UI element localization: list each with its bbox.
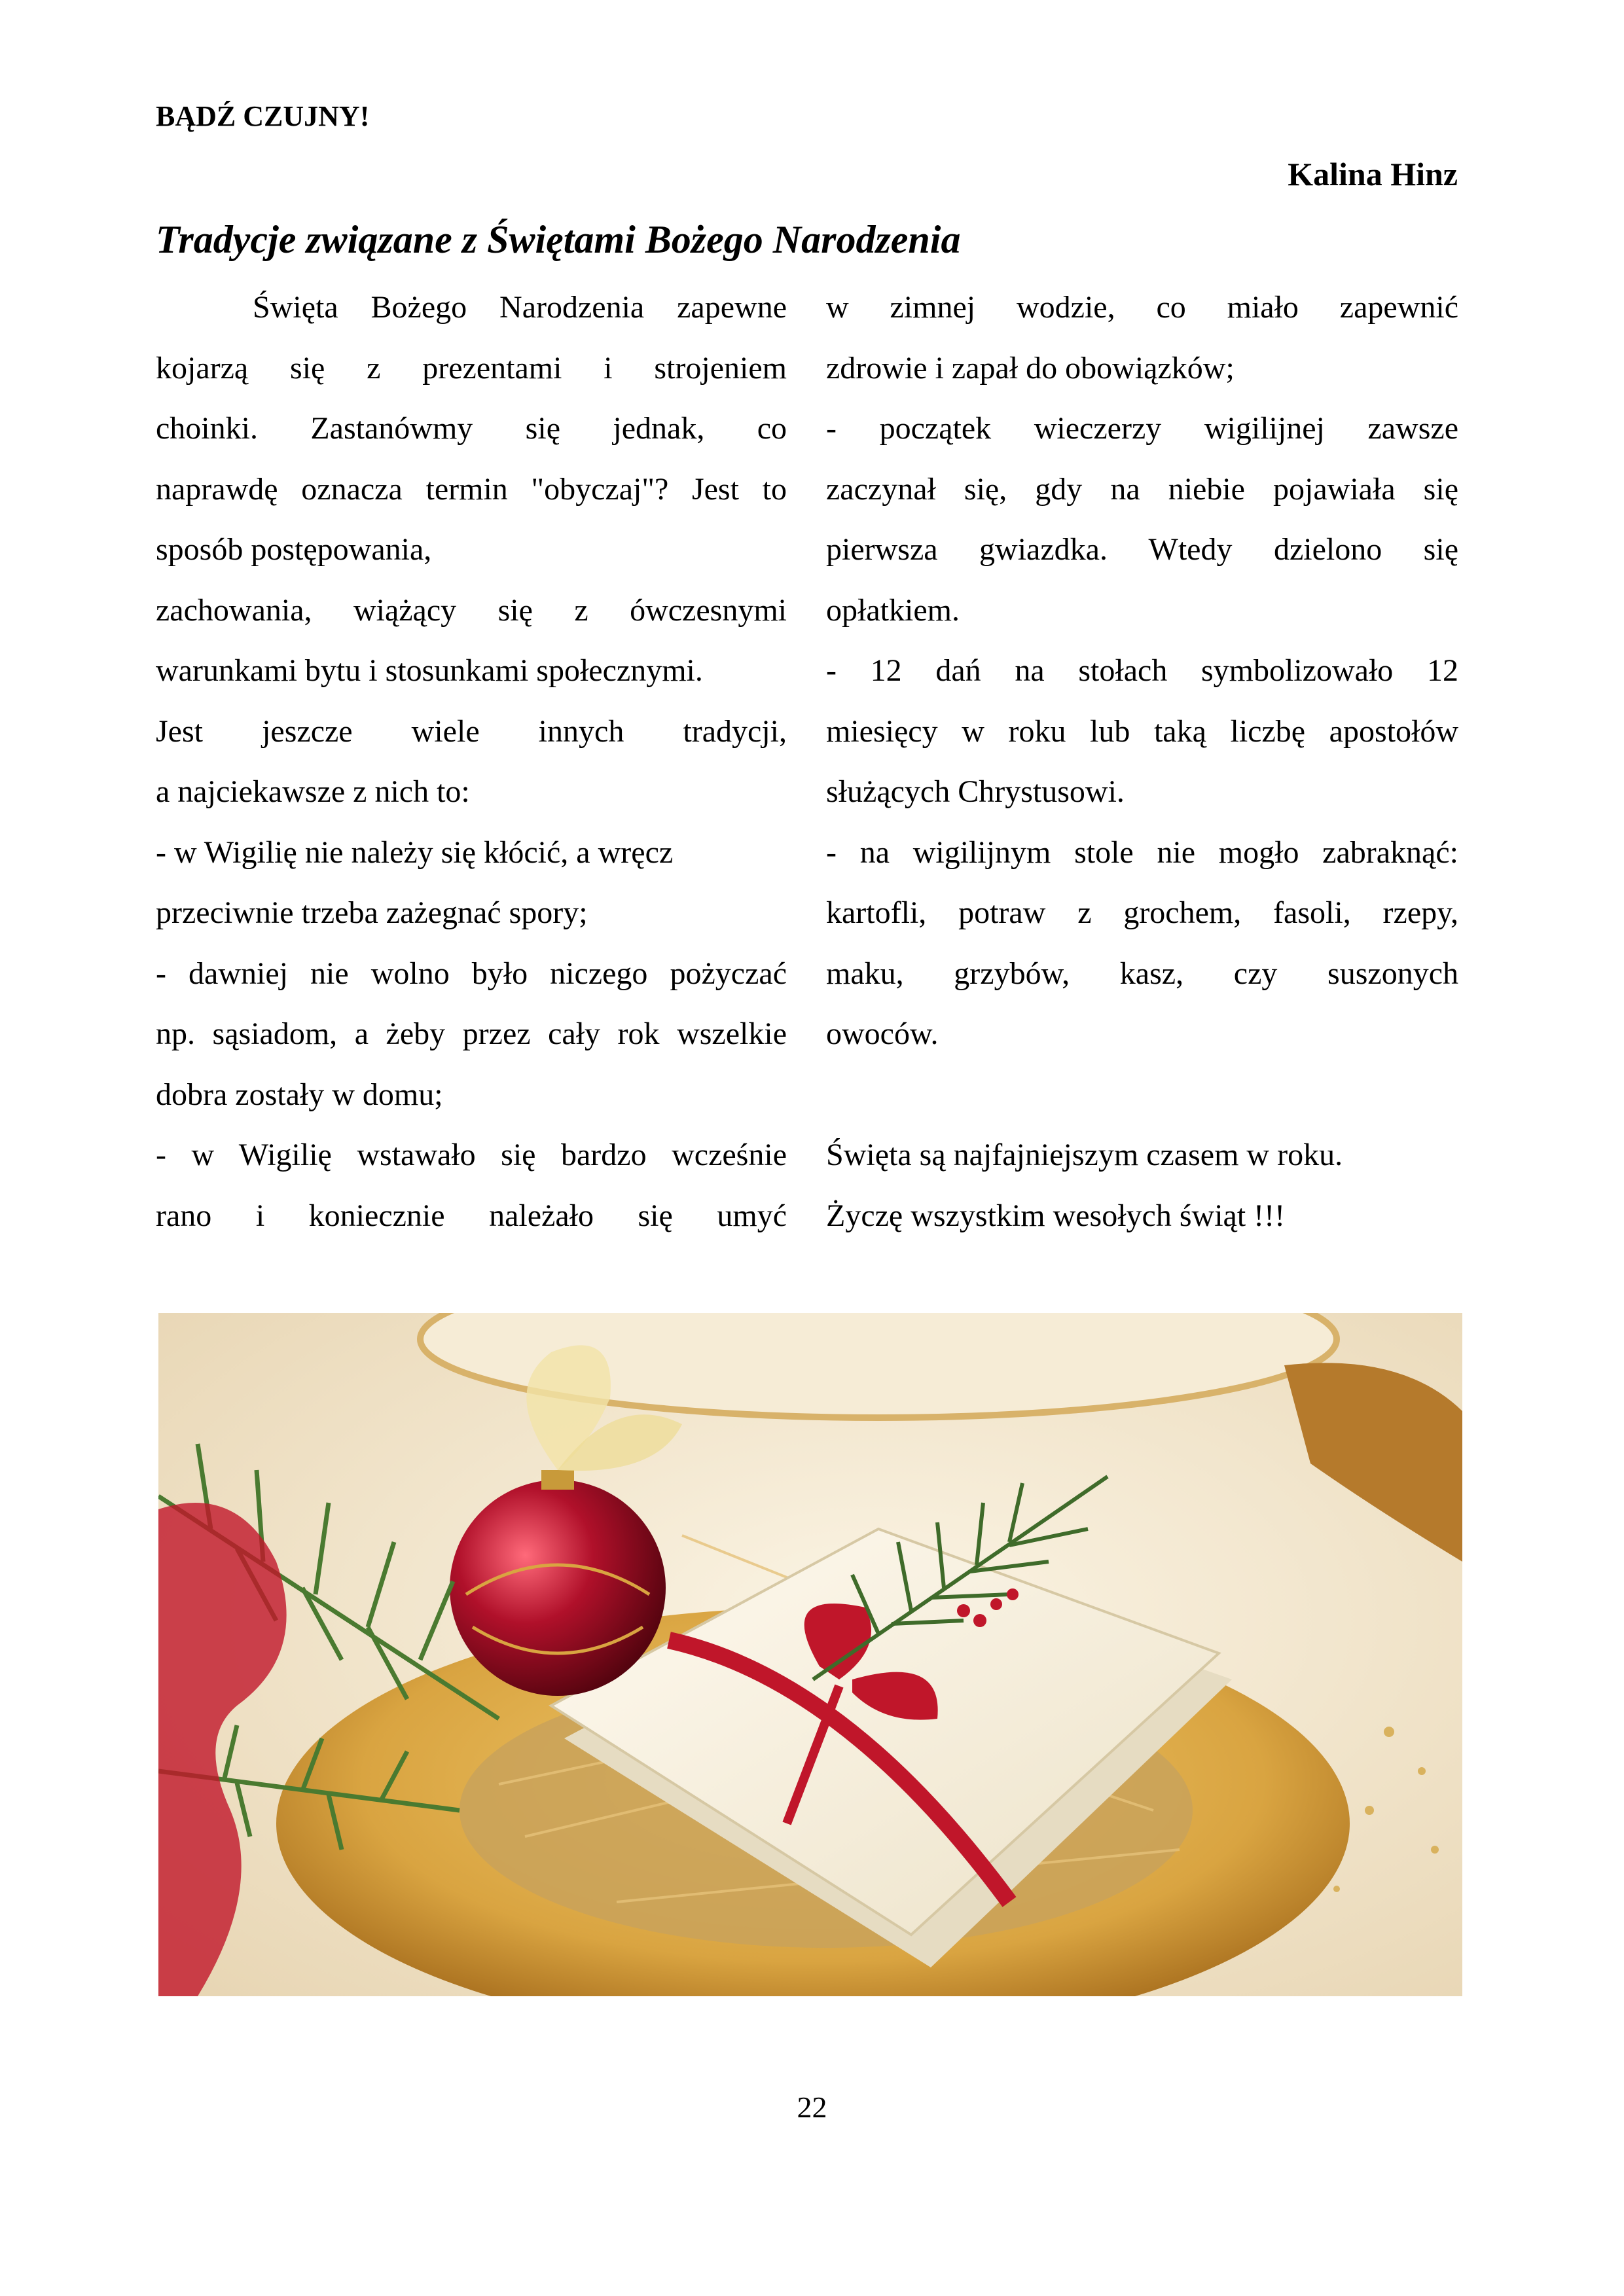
text-line: warunkami bytu i stosunkami społecznymi. <box>156 653 703 688</box>
text-line: naprawdę oznacza termin "obyczaj"? Jest to <box>156 471 787 507</box>
text-line: sposób postępowania, <box>156 532 432 567</box>
text-line: zdrowie i zapał do obowiązków; <box>826 350 1235 386</box>
text-line: np. sąsiadom, a żeby przez cały rok wszelkie <box>156 1016 787 1051</box>
text-line: Święta są najfajniejszym czasem w roku. <box>826 1138 1343 1172</box>
bauble-cap <box>541 1470 574 1490</box>
text-line: dobra zostały w domu; <box>156 1077 443 1112</box>
text-line: kojarzą się z prezentami i strojeniem <box>156 350 787 386</box>
text-line: służących Chrystusowi. <box>826 774 1125 809</box>
text-line: - dawniej nie wolno było niczego pożyczać <box>156 956 787 991</box>
left-text-column <box>156 278 787 1246</box>
red-bauble <box>450 1480 666 1696</box>
text-line: owoców. <box>826 1016 939 1051</box>
text-line: - w Wigilię nie należy się kłócić, a wręcz <box>156 834 674 870</box>
article-title: Tradycje związane z Świętami Bożego Narodzenia <box>156 218 961 261</box>
blank-line <box>826 1065 1458 1126</box>
text-line: Święta Bożego Narodzenia zapewne <box>253 290 787 325</box>
text-line: - początek wieczerzy wigilijnej zawsze <box>826 411 1458 446</box>
text-line: maku, grzybów, kasz, czy suszonych <box>826 956 1458 991</box>
text-line: opłatkiem. <box>826 592 960 628</box>
text-line: rano i koniecznie należało się umyć <box>156 1198 787 1233</box>
text-line: kartofli, potraw z grochem, fasoli, rzepy, <box>826 895 1458 930</box>
text-line: przeciwnie trzeba zażegnać spory; <box>156 895 588 930</box>
section-label: BĄDŹ CZUJNY! <box>156 100 370 132</box>
text-line: pierwsza gwiazdka. Wtedy dzielono się <box>826 532 1458 567</box>
text-line: choinki. Zastanówmy się jednak, co <box>156 411 787 446</box>
text-line: zaczynał się, gdy na niebie pojawiała się <box>826 471 1458 507</box>
christmas-wafer-photo <box>158 1313 1462 1996</box>
text-line: miesięcy w roku lub taką liczbę apostołów <box>826 713 1458 749</box>
text-line: Życzę wszystkim wesołych świąt !!! <box>826 1198 1286 1233</box>
text-line: w zimnej wodzie, co miało zapewnić <box>826 290 1458 325</box>
right-text-column <box>826 278 1458 1246</box>
christmas-wafer-illustration <box>158 1313 1462 1996</box>
text-line: - na wigilijnym stole nie mogło zabraknąć: <box>826 834 1458 870</box>
text-line: Jest jeszcze wiele innych tradycji, <box>156 713 787 749</box>
text-line: a najciekawsze z nich to: <box>156 774 470 809</box>
text-line: - 12 dań na stołach symbolizowało 12 <box>826 653 1458 688</box>
text-line: - w Wigilię wstawało się bardzo wcześnie <box>156 1138 787 1172</box>
author-name: Kalina Hinz <box>1288 156 1458 192</box>
text-line: zachowania, wiążący się z ówczesnymi <box>156 592 787 628</box>
page-number: 22 <box>797 2090 827 2124</box>
